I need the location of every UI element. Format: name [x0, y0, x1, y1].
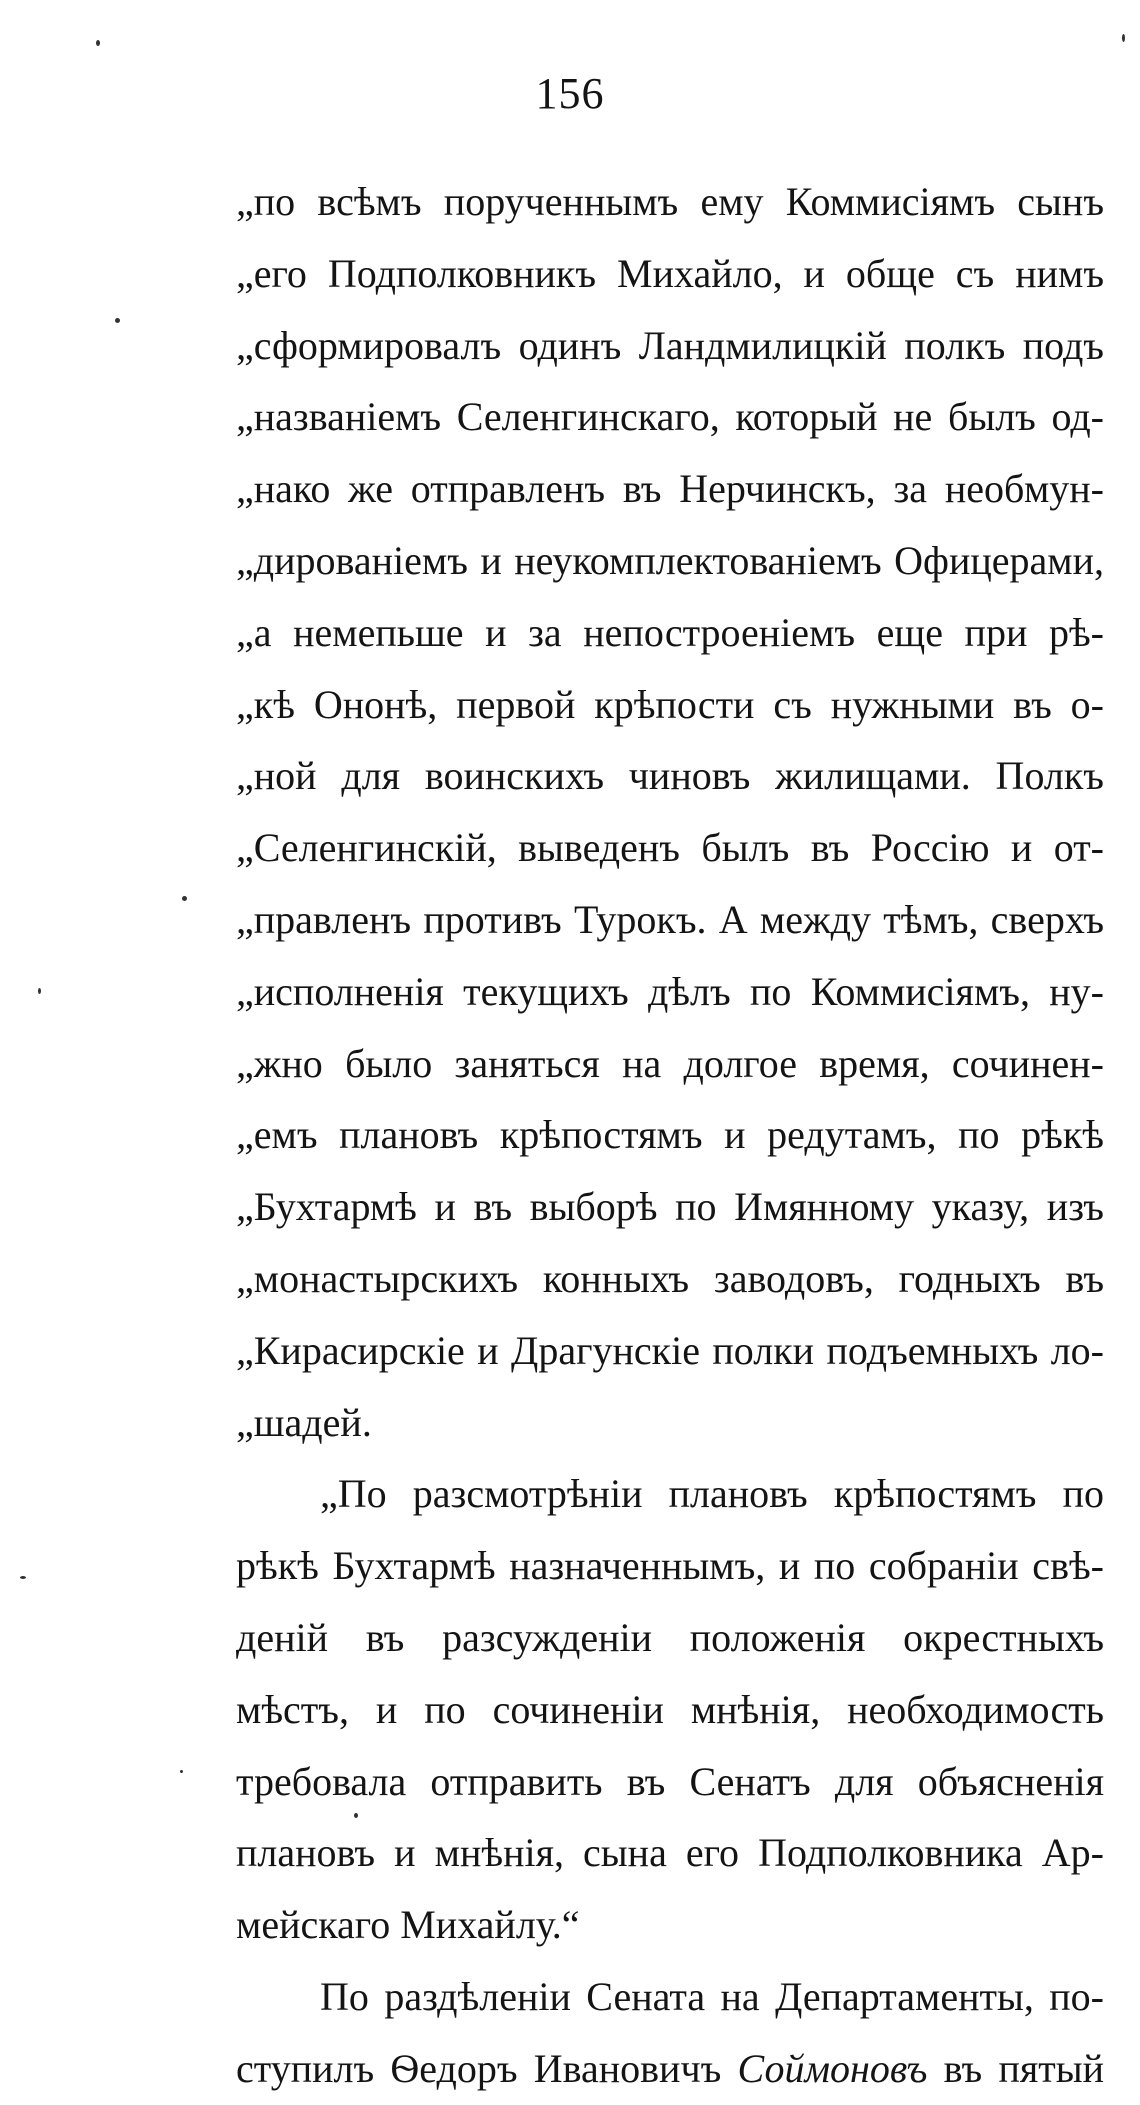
text-line: „Селенгинскiй, выведенъ былъ въ Россiю и от-	[236, 825, 1104, 871]
scan-speck	[182, 896, 187, 901]
text-line: „его Подполковникъ Михайло, и обще съ нимъ	[236, 250, 1104, 296]
text-line: „ной для воинскихъ чиновъ жилищами. Полкъ	[236, 753, 1104, 799]
text-line: „Кирасирскiе и Драгунскiе полки подъемныхъ ло-	[236, 1327, 1104, 1373]
text-line: „емъ плановъ крѣпостямъ и редутамъ, по рѣкѣ	[236, 1112, 1104, 1158]
text-line: мейскаго Михайлу.“	[236, 1902, 580, 1948]
text-line: мѣстъ, и по сочиненiи мнѣнiя, необходимость	[236, 1686, 1104, 1732]
text-line: „а немепьше и за непостроенiемъ еще при рѣ-	[236, 609, 1104, 655]
scan-speck	[354, 1813, 358, 1818]
scan-speck	[180, 1770, 183, 1773]
text-line: денiй въ разсужденiи положенiя окрестныхъ	[236, 1614, 1104, 1660]
scan-speck	[38, 988, 41, 994]
text-line: „Бухтармѣ и въ выборѣ по Имянному указу, изъ	[236, 1184, 1104, 1230]
surname-italic: Соймоновъ	[737, 2045, 928, 2091]
text-line: „нако же отправленъ въ Нерчинскъ, за необмун-	[236, 466, 1104, 512]
text-line: „жно было заняться на долгое время, сочинен-	[236, 1040, 1104, 1086]
text-line: плановъ и мнѣнiя, сына его Подполковника Ар-	[236, 1830, 1104, 1876]
scan-speck	[20, 1576, 26, 1579]
scan-speck	[1122, 34, 1125, 42]
scan-speck	[96, 40, 100, 46]
text-line: По раздѣленiи Сената на Департаменты, по-	[320, 1973, 1104, 2019]
text-line: „названiемъ Селенгинскаго, который не былъ од-	[236, 394, 1104, 440]
text-line: требовала отправить въ Сенатъ для объясненiя	[236, 1758, 1104, 1804]
text-line: рѣкѣ Бухтармѣ назначеннымъ, и по собранiи свѣ-	[236, 1543, 1104, 1589]
scan-speck	[115, 318, 120, 323]
text-line: „правленъ противъ Турокъ. А между тѣмъ, сверхъ	[236, 896, 1104, 942]
text-line: „по всѣмъ порученнымъ ему Коммисiямъ сынъ	[236, 179, 1104, 224]
text-span: ступилъ Ѳедоръ Ивановичъ	[236, 2045, 738, 2091]
text-line: „исполненiя текущихъ дѣлъ по Коммисiямъ, ну-	[236, 968, 1104, 1014]
text-line: „По разсмотрѣнiи плановъ крѣпостямъ по	[320, 1471, 1104, 1517]
text-line: „монастырскихъ конныхъ заводовъ, годныхъ въ	[236, 1255, 1104, 1301]
text-span: въ пятый	[927, 2045, 1105, 2091]
body-text	[236, 166, 1104, 2105]
text-line: „сформировалъ одинъ Ландмилицкiй полкъ подъ	[236, 322, 1104, 368]
text-line: „кѣ Ононѣ, первой крѣпости съ нужными въ о-	[236, 681, 1104, 727]
page-number: 156	[535, 69, 605, 118]
text-line	[236, 2033, 1104, 2105]
text-line: „дированiемъ и неукомплектованiемъ Офицерами,	[236, 537, 1104, 583]
text-line: „шадей.	[236, 1399, 372, 1445]
